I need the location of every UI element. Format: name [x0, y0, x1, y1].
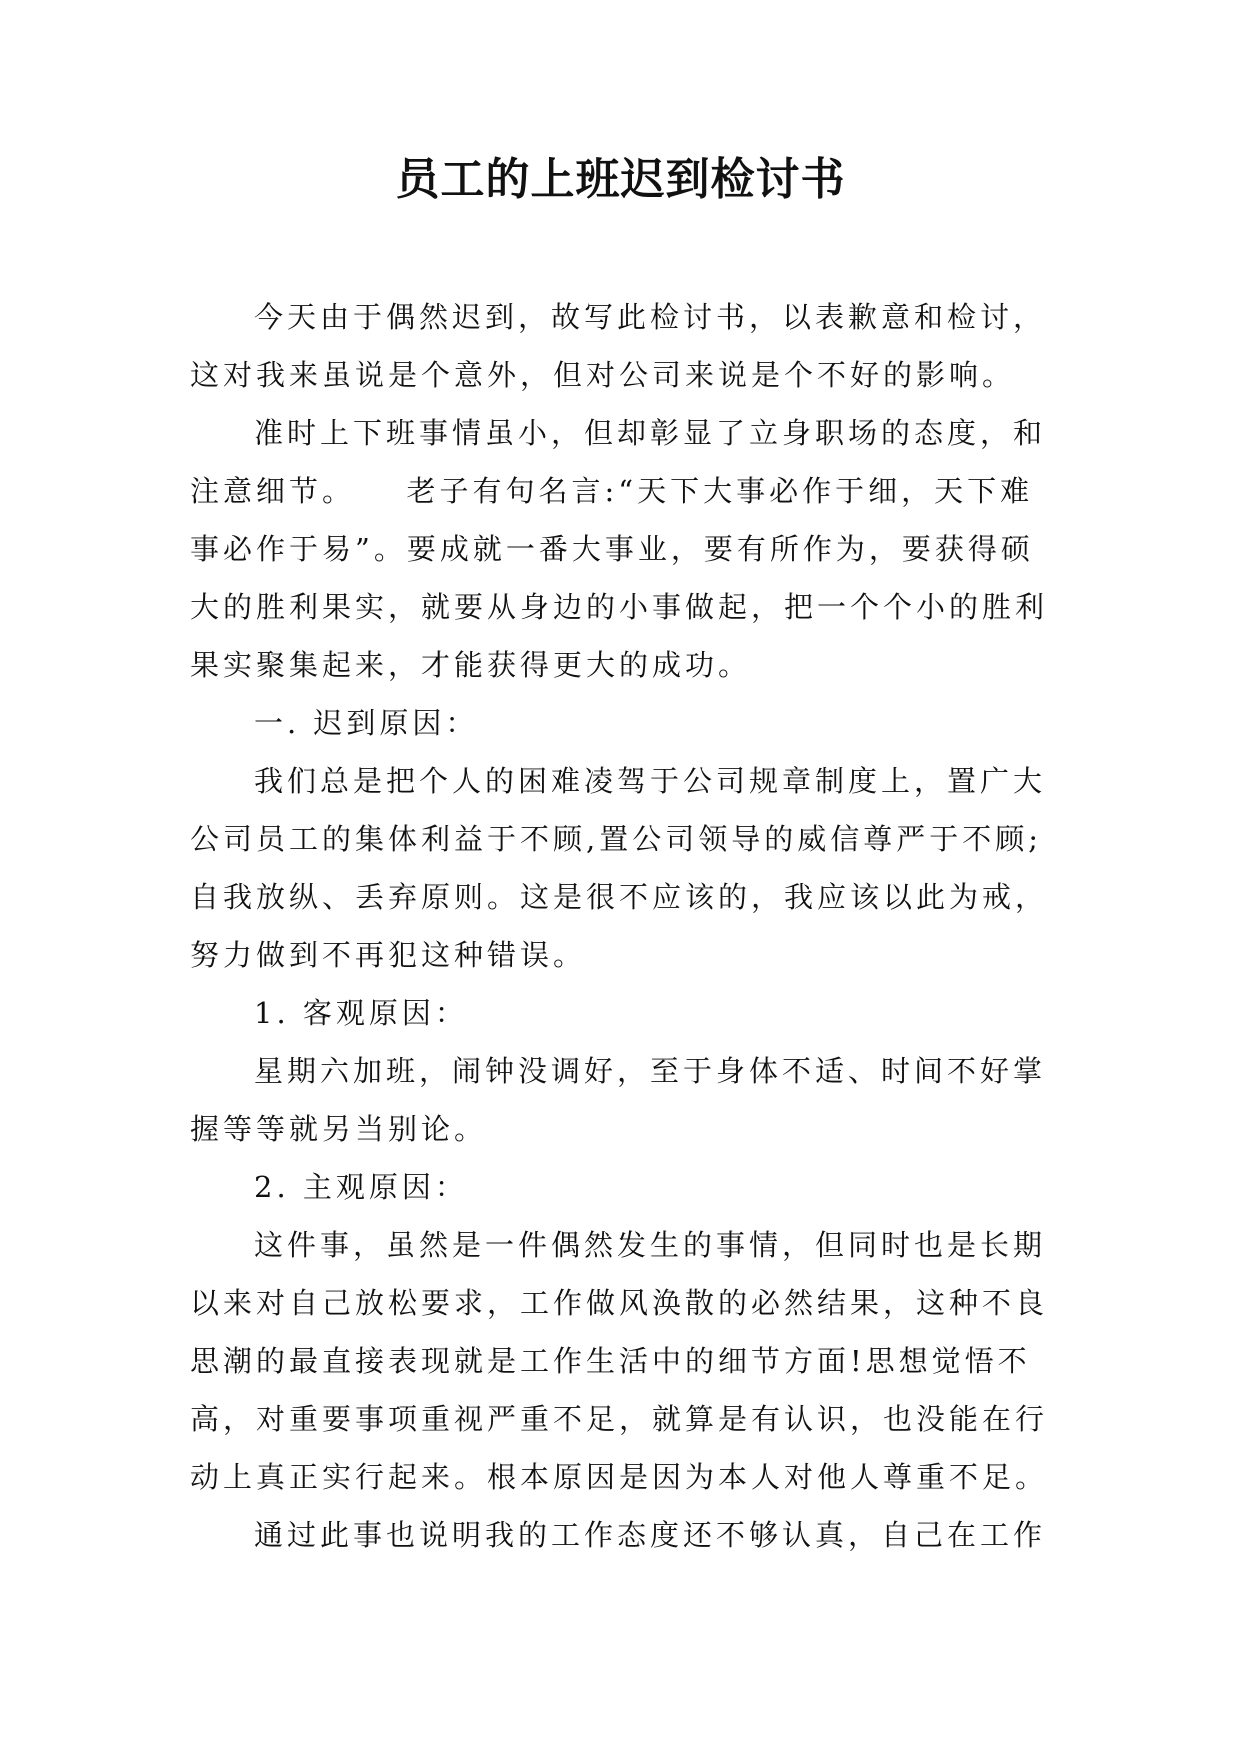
body-line-11: 自我放纵、丢弃原则。这是很不应该的，我应该以此为戒， — [190, 880, 1049, 914]
body-line-12: 努力做到不再犯这种错误。 — [190, 938, 587, 972]
document-title: 员工的上班迟到检讨书 — [395, 154, 846, 205]
body-line-10: 公司员工的集体利益于不顾,置公司领导的威信尊严于不顾; — [190, 822, 1042, 856]
body-line-1: 今天由于偶然迟到，故写此检讨书，以表歉意和检讨， — [254, 300, 1047, 334]
body-line-14: 星期六加班，闹钟没调好，至于身体不适、时间不好掌 — [254, 1054, 1047, 1088]
body-line-22: 通过此事也说明我的工作态度还不够认真，自己在工作 — [254, 1518, 1047, 1552]
body-line-17: 这件事，虽然是一件偶然发生的事情，但同时也是长期 — [254, 1228, 1047, 1262]
body-line-9: 我们总是把个人的困难凌驾于公司规章制度上，置广大 — [254, 764, 1047, 798]
body-line-6: 大的胜利果实，就要从身边的小事做起，把一个个小的胜利 — [190, 590, 1049, 624]
body-line-21: 动上真正实行起来。根本原因是因为本人对他人尊重不足。 — [190, 1460, 1049, 1494]
section-heading-subjective: 2. 主观原因： — [254, 1170, 468, 1204]
body-line-7: 果实聚集起来，才能获得更大的成功。 — [190, 648, 752, 682]
body-line-5: 事必作于易”。要成就一番大事业，要有所作为，要获得硕 — [190, 532, 1034, 566]
body-line-3: 准时上下班事情虽小，但却彰显了立身职场的态度，和 — [254, 416, 1047, 450]
section-heading-reasons: 一. 迟到原因： — [254, 706, 479, 740]
body-line-4: 注意细节。 老子有句名言:“天下大事必作于细，天下难 — [190, 474, 1034, 508]
body-line-20: 高，对重要事项重视严重不足，就算是有认识，也没能在行 — [190, 1402, 1049, 1436]
document-body — [190, 288, 1070, 1564]
body-line-19: 思潮的最直接表现就是工作生活中的细节方面!思想觉悟不 — [190, 1344, 1031, 1378]
body-line-15: 握等等就另当别论。 — [190, 1112, 488, 1146]
body-line-2: 这对我来虽说是个意外，但对公司来说是个不好的影响。 — [190, 358, 1016, 392]
section-heading-objective: 1. 客观原因： — [254, 996, 468, 1030]
body-line-18: 以来对自己放松要求，工作做风涣散的必然结果，这种不良 — [190, 1286, 1049, 1320]
